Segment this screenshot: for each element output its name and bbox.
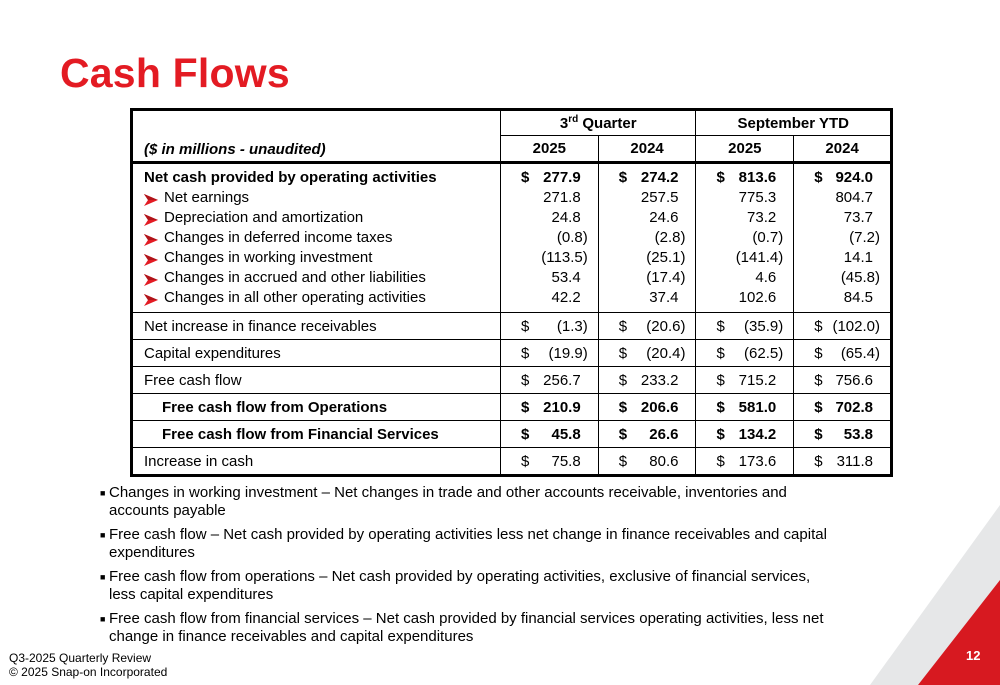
row-label: Free cash flow	[132, 367, 501, 394]
operating-labels	[132, 163, 501, 313]
table-row	[132, 394, 892, 421]
footnote-item	[100, 568, 840, 604]
operating-item-value: (113.5)	[541, 249, 588, 266]
operating-item-value: (25.1)	[646, 249, 686, 266]
table-group-header-row	[132, 110, 892, 136]
square-bullet-icon: ■	[100, 530, 106, 540]
table-row	[132, 367, 892, 394]
footnote-text: Free cash flow from financial services – Net cash provided by financial services operating activities, less net change in finance receivables and capital expenditures	[109, 610, 824, 645]
table-row	[132, 421, 892, 448]
operating-item-value: 73.7	[843, 209, 873, 226]
operating-item-value: (7.2)	[849, 229, 880, 246]
page-number: 12	[966, 648, 981, 663]
footnote-text: Free cash flow from operations – Net cash provided by operating activities, exclusive of financial services, less capital expenditures	[109, 568, 811, 603]
operating-item-value: 37.4	[649, 289, 679, 306]
operating-item-value: 84.5	[843, 289, 873, 306]
operating-item-value: 24.6	[649, 209, 679, 226]
row-value: $ 134.2	[696, 421, 794, 448]
operating-item-value: 73.2	[747, 209, 777, 226]
operating-col	[500, 163, 598, 313]
operating-item	[144, 248, 500, 268]
footnote-text: Changes in working investment – Net changes in trade and other accounts receivable, inventories and accounts payable	[109, 484, 787, 519]
operating-item-value: (2.8)	[654, 229, 686, 246]
operating-item-value: (0.8)	[556, 229, 588, 246]
cash-flows-table	[130, 108, 893, 477]
operating-item	[144, 208, 500, 228]
operating-item-label: Net earnings	[164, 189, 250, 206]
operating-item-value: (0.7)	[752, 229, 784, 246]
operating-total-value: $ 277.9	[520, 169, 581, 186]
operating-col	[598, 163, 696, 313]
row-value: $ 256.7	[500, 367, 598, 394]
square-bullet-icon: ■	[100, 572, 106, 582]
operating-item-value: (141.4)	[735, 249, 784, 266]
arrow-bullet-icon	[144, 192, 158, 204]
operating-item-value: 42.2	[551, 289, 581, 306]
row-value: $ (62.5)	[696, 340, 794, 367]
operating-item-value: 804.7	[835, 189, 873, 206]
row-value: $ 80.6	[598, 448, 696, 476]
row-value: $ 53.8	[794, 421, 892, 448]
operating-item-value: 102.6	[738, 289, 777, 306]
operating-item-label: Changes in working investment	[164, 249, 373, 266]
footnote-item	[100, 484, 840, 520]
operating-item-value: 257.5	[640, 189, 679, 206]
row-value: $ (20.4)	[598, 340, 696, 367]
table-row	[132, 313, 892, 340]
operating-col	[794, 163, 892, 313]
footnote-item	[100, 526, 840, 562]
operating-item-value: (45.8)	[840, 269, 880, 286]
row-value: $ (35.9)	[696, 313, 794, 340]
operating-col	[696, 163, 794, 313]
table-row	[132, 448, 892, 476]
operating-item-value: 4.6	[755, 269, 777, 286]
operating-item-value: 53.4	[551, 269, 581, 286]
operating-item-label: Changes in deferred income taxes	[164, 229, 393, 246]
row-label: Increase in cash	[132, 448, 501, 476]
units-label: ($ in millions - unaudited)	[132, 110, 501, 163]
operating-item-label: Changes in all other operating activities	[164, 289, 426, 306]
row-label: Free cash flow from Operations	[132, 394, 501, 421]
operating-item-label: Depreciation and amortization	[164, 209, 364, 226]
page-title: Cash Flows	[60, 50, 290, 96]
operating-item	[144, 288, 500, 308]
operating-total-value: $ 924.0	[814, 169, 873, 186]
square-bullet-icon: ■	[100, 614, 106, 624]
year-header: 2024	[598, 136, 696, 163]
year-header: 2025	[696, 136, 794, 163]
year-header: 2025	[500, 136, 598, 163]
footer-review-label: Q3-2025 Quarterly Review	[9, 651, 152, 665]
arrow-bullet-icon	[144, 272, 158, 284]
arrow-bullet-icon	[144, 212, 158, 224]
row-value: $ 45.8	[500, 421, 598, 448]
row-value: $ 210.9	[500, 394, 598, 421]
operating-item-value: 24.8	[551, 209, 581, 226]
row-value: $ 26.6	[598, 421, 696, 448]
operating-item	[144, 228, 500, 248]
table-row	[132, 340, 892, 367]
row-label: Capital expenditures	[132, 340, 501, 367]
row-value: $ (102.0)	[794, 313, 892, 340]
row-value: $ (19.9)	[500, 340, 598, 367]
header-september-ytd: September YTD	[696, 110, 892, 136]
row-value: $ 702.8	[794, 394, 892, 421]
row-value: $ 173.6	[696, 448, 794, 476]
operating-total-value: $ 274.2	[618, 169, 679, 186]
operating-item-value: (17.4)	[646, 269, 686, 286]
arrow-bullet-icon	[144, 252, 158, 264]
footnote-text: Free cash flow – Net cash provided by operating activities less net change in finance receivables and capital expenditures	[109, 526, 827, 561]
row-value: $ 715.2	[696, 367, 794, 394]
footer	[9, 651, 167, 679]
header-3rd-quarter: 3rd Quarter	[500, 110, 696, 136]
operating-item-value: 271.8	[543, 189, 581, 206]
operating-item-value: 775.3	[738, 189, 777, 206]
row-value: $ (65.4)	[794, 340, 892, 367]
row-value: $ (20.6)	[598, 313, 696, 340]
operating-item	[144, 268, 500, 288]
operating-activities-label: Net cash provided by operating activities	[144, 169, 437, 186]
year-header: 2024	[794, 136, 892, 163]
footnote-item	[100, 610, 840, 646]
row-value: $ 311.8	[794, 448, 892, 476]
row-value: $ 75.8	[500, 448, 598, 476]
row-value: $ 206.6	[598, 394, 696, 421]
row-value: $ 581.0	[696, 394, 794, 421]
operating-item	[144, 188, 500, 208]
row-label: Free cash flow from Financial Services	[132, 421, 501, 448]
row-label: Net increase in finance receivables	[132, 313, 501, 340]
footer-copyright: © 2025 Snap-on Incorporated	[9, 665, 168, 679]
arrow-bullet-icon	[144, 292, 158, 304]
operating-item-value: 14.1	[843, 249, 873, 266]
operating-activities-block	[132, 163, 892, 313]
row-value: $ (1.3)	[500, 313, 598, 340]
arrow-bullet-icon	[144, 232, 158, 244]
square-bullet-icon: ■	[100, 488, 106, 498]
operating-item-label: Changes in accrued and other liabilities	[164, 269, 426, 286]
row-value: $ 756.6	[794, 367, 892, 394]
operating-total-value: $ 813.6	[716, 169, 777, 186]
row-value: $ 233.2	[598, 367, 696, 394]
footnotes	[100, 484, 840, 652]
